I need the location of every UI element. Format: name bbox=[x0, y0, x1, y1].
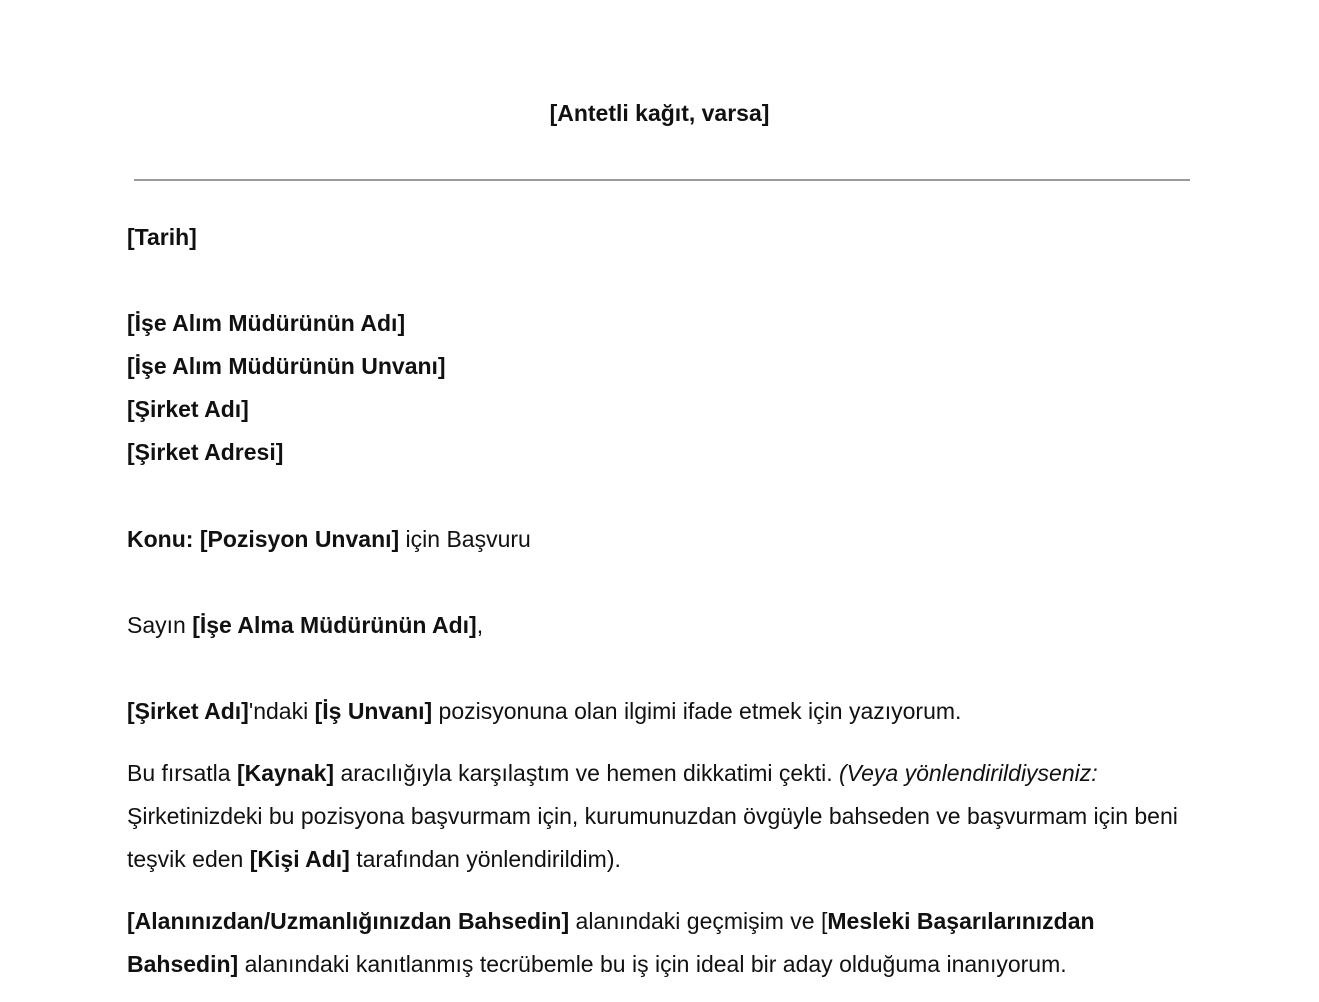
header-divider bbox=[134, 179, 1190, 181]
paragraph-source-text2: aracılığıyla karşılaştım ve hemen dikkatimi çekti. bbox=[334, 760, 839, 786]
paragraph-source-person: [Kişi Adı] bbox=[249, 846, 350, 872]
letterhead-placeholder: [Antetli kağıt, varsa] bbox=[549, 100, 770, 126]
date-line bbox=[127, 222, 197, 252]
recipient-company-line bbox=[127, 394, 249, 424]
paragraph-source-name: [Kaynak] bbox=[236, 760, 335, 786]
paragraph-qualifications-text1: alanındaki geçmişim ve [ bbox=[569, 908, 828, 934]
paragraph-intro-company: [Şirket Adı] bbox=[127, 698, 249, 724]
paragraph-qualifications bbox=[127, 900, 1197, 986]
salutation-line bbox=[127, 610, 483, 640]
subject-label: Konu: bbox=[127, 526, 194, 552]
paragraph-qualifications-text2: alanındaki kanıtlanmış tecrübemle bu iş için ideal bir aday olduğuma inanıyorum. bbox=[238, 951, 1067, 977]
paragraph-qualifications-field: [Alanınızdan/Uzmanlığınızdan Bahsedin] bbox=[127, 908, 570, 934]
recipient-title-line bbox=[127, 351, 446, 381]
paragraph-qualifications-achievements: Mesleki Başarılarınızdan Bahsedin] bbox=[127, 908, 1095, 977]
paragraph-intro-text1: 'ndaki bbox=[248, 698, 315, 724]
salutation-suffix: , bbox=[476, 612, 484, 638]
salutation-prefix: Sayın bbox=[127, 612, 193, 638]
date-placeholder: [Tarih] bbox=[127, 224, 197, 250]
subject-position: [Pozisyon Unvanı] bbox=[199, 526, 400, 552]
recipient-name: [İşe Alım Müdürünün Adı] bbox=[127, 310, 406, 336]
subject-suffix: için Başvuru bbox=[399, 526, 531, 552]
paragraph-intro-job-title: [İş Unvanı] bbox=[314, 698, 433, 724]
paragraph-source-text4: tarafından yönlendirildim). bbox=[349, 846, 621, 872]
subject-line bbox=[127, 524, 531, 554]
paragraph-source-text3: Şirketinizdeki bu pozisyona başvurmam için, kurumunuzdan övgüyle bahseden ve başvurmam için beni teşvik eden bbox=[127, 803, 1178, 872]
paragraph-intro bbox=[127, 696, 961, 726]
salutation-name: [İşe Alma Müdürünün Adı] bbox=[192, 612, 477, 638]
recipient-company: [Şirket Adı] bbox=[127, 396, 249, 422]
paragraph-intro-text2: pozisyonuna olan ilgimi ifade etmek için yazıyorum. bbox=[432, 698, 962, 724]
recipient-address-line bbox=[127, 437, 283, 467]
paragraph-source-text1: Bu fırsatla bbox=[127, 760, 237, 786]
paragraph-source bbox=[127, 752, 1197, 881]
paragraph-source-italic: (Veya yönlendirildiyseniz: bbox=[838, 760, 1098, 786]
recipient-title: [İşe Alım Müdürünün Unvanı] bbox=[127, 353, 446, 379]
recipient-address: [Şirket Adresi] bbox=[127, 439, 284, 465]
recipient-name-line bbox=[127, 308, 405, 338]
